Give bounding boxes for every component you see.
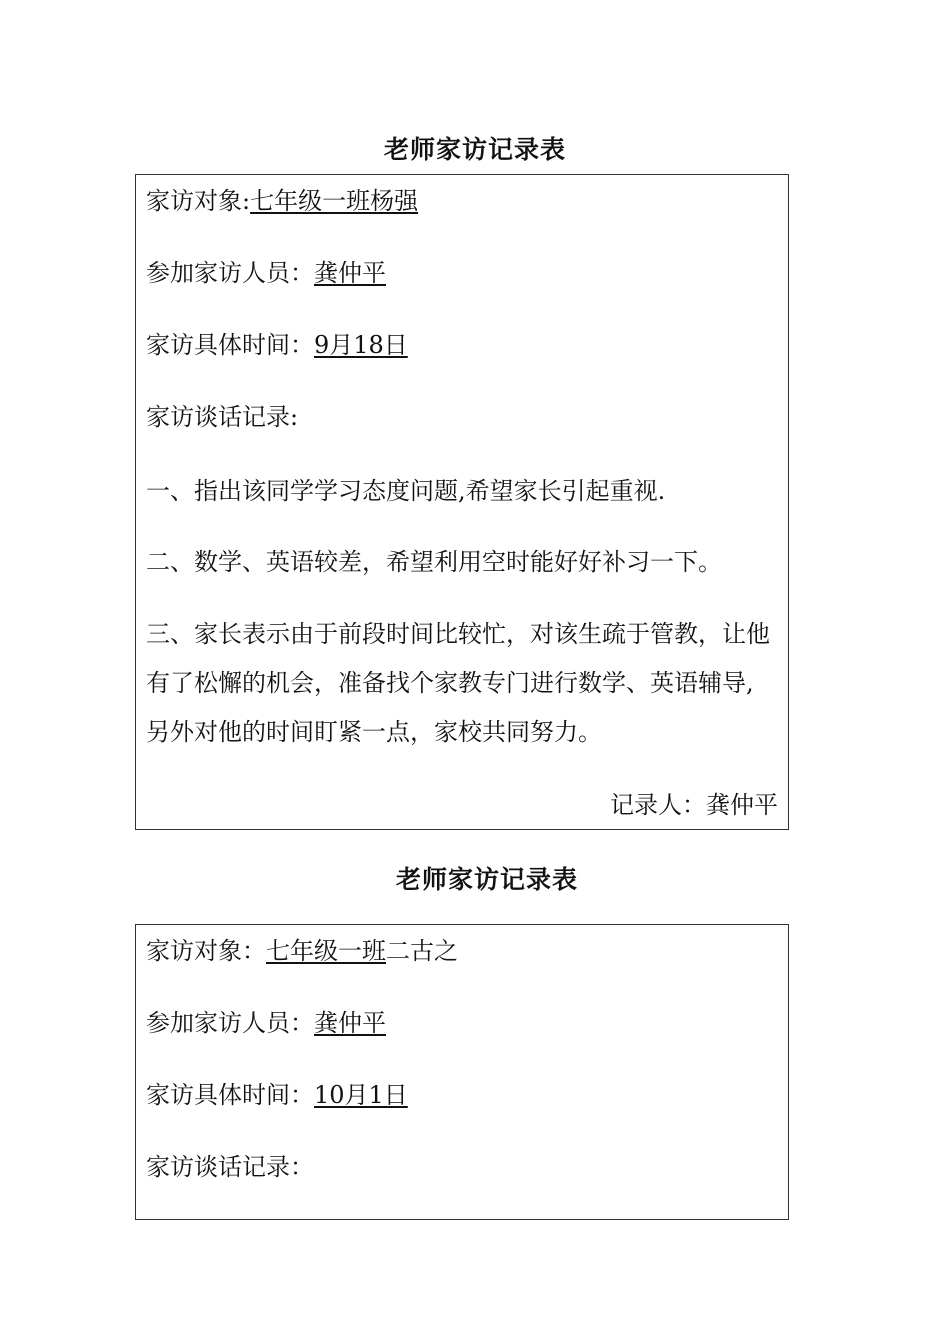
- visit-target-label: 家访对象:: [146, 187, 251, 215]
- participants-row: [146, 1009, 386, 1037]
- visit-time-value: 9月18日: [314, 331, 408, 359]
- home-visit-record: [135, 174, 789, 830]
- participants-value: 龚仲平: [314, 259, 386, 287]
- visit-time-row: [146, 331, 408, 359]
- visit-time-value: 10月1日: [314, 1081, 408, 1109]
- visit-target-suffix: 二古之: [386, 937, 458, 965]
- visit-target-row: [146, 937, 458, 965]
- visit-target-value: 七年级一班: [266, 937, 386, 965]
- participants-row: [146, 259, 386, 287]
- talk-item: 二、数学、英语较差，希望利用空时能好好补习一下。: [146, 548, 722, 576]
- visit-target-label: 家访对象：: [146, 937, 266, 965]
- talk-item: 三、家长表示由于前段时间比较忙，对该生疏于管教，让他有了松懈的机会，准备找个家教专门进行数学、英语辅导,另外对他的时间盯紧一点，家校共同努力。: [146, 620, 770, 746]
- visit-time-row: [146, 1081, 408, 1109]
- participants-label: 参加家访人员：: [146, 259, 314, 287]
- visit-target-value: 七年级一班杨强: [250, 187, 419, 215]
- talk-item: 一、指出该同学学习态度问题,希望家长引起重视.: [146, 477, 666, 505]
- talk-record-label: 家访谈话记录：: [146, 1153, 314, 1181]
- record-title: 老师家访记录表: [395, 865, 578, 894]
- participants-value: 龚仲平: [314, 1009, 386, 1037]
- visit-time-label: 家访具体时间：: [146, 1081, 314, 1109]
- recorder-signature: 记录人：龚仲平: [610, 791, 778, 819]
- record-title: 老师家访记录表: [383, 135, 566, 164]
- visit-time-label: 家访具体时间：: [146, 331, 314, 359]
- visit-target-row: [146, 187, 418, 215]
- talk-record-label: 家访谈话记录:: [146, 403, 299, 431]
- participants-label: 参加家访人员：: [146, 1009, 314, 1037]
- home-visit-record: [135, 924, 789, 1220]
